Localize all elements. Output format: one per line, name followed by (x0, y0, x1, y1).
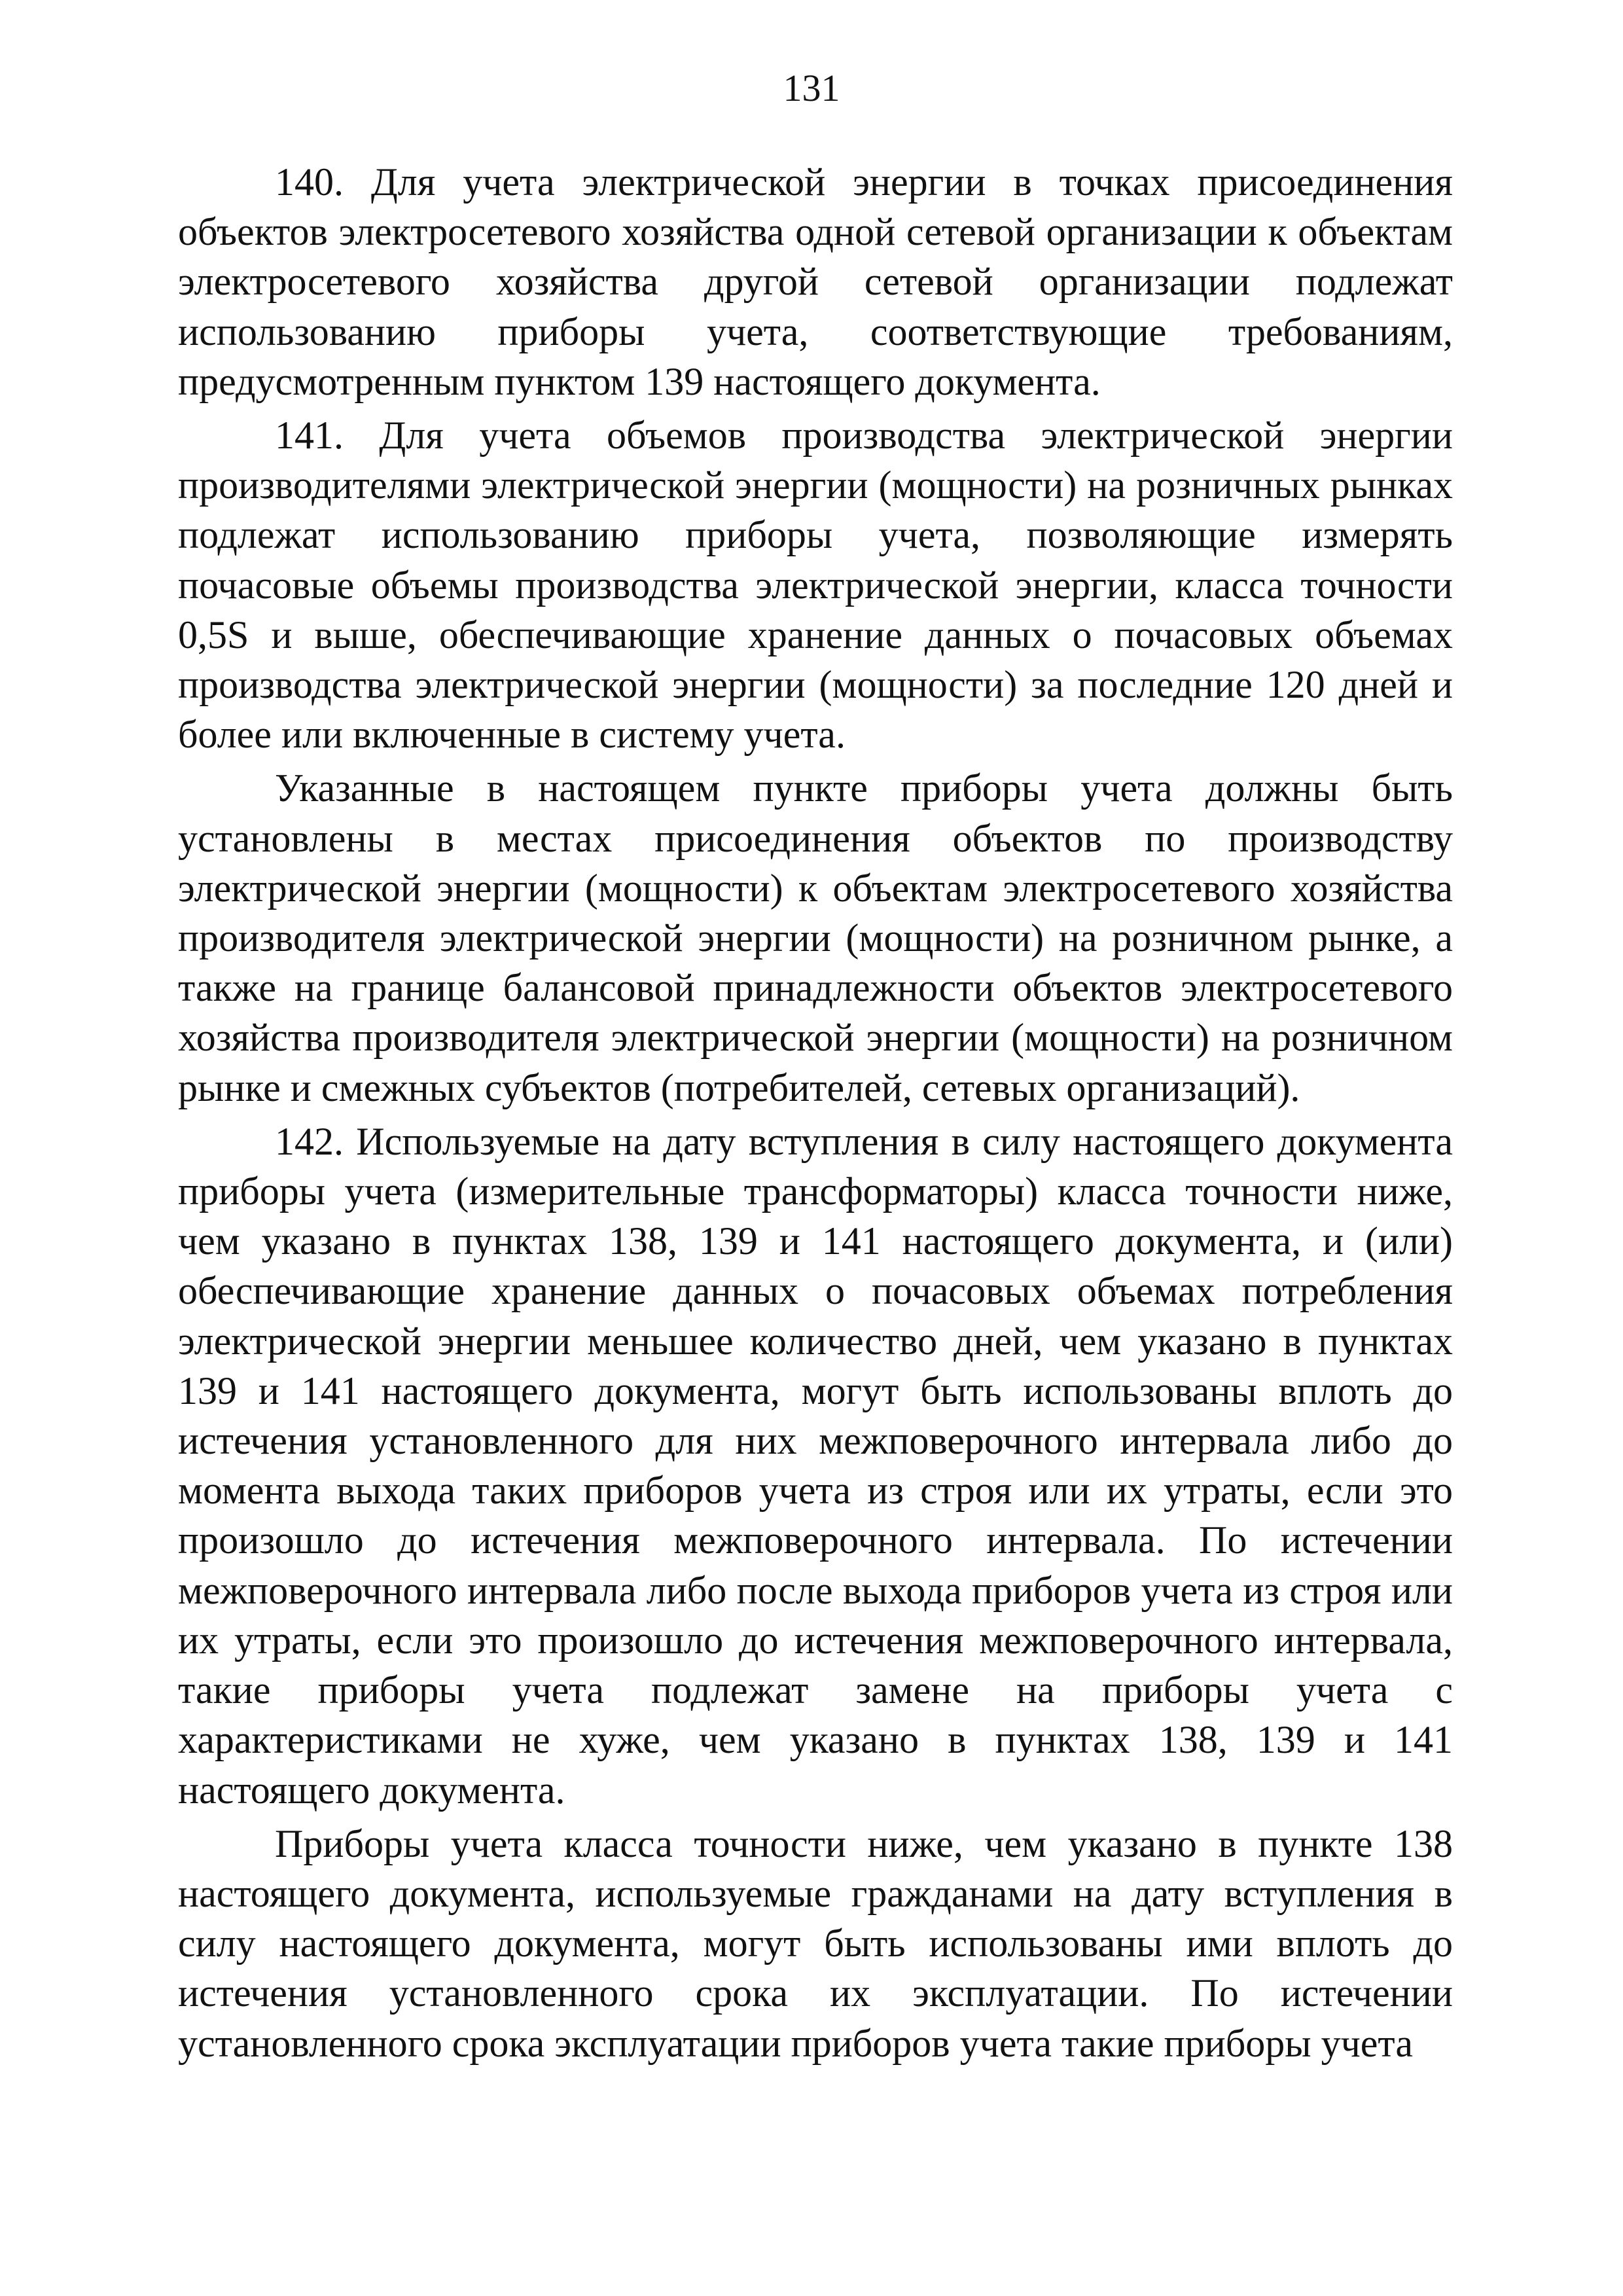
page-number: 131 (783, 67, 840, 109)
paragraph-142: 142. Используемые на дату вступления в силу настоящего документа приборы учета (измерительные трансформаторы) класса точности ниже, чем указано в пунктах 138, 139 и 141 настоящего документа, и (или) обеспечивающие хранение данных о почасовых объемах потребления электрической энергии меньшее количество дней, чем указано в пунктах 139 и 141 настоящего документа, могут быть использованы вплоть до истечения установленного для них межповерочного интервала либо до момента выхода таких приборов учета из строя или их утраты, если это произошло до истечения межповерочного интервала. По истечении межповерочного интервала либо после выхода приборов учета из строя или их утраты, если это произошло до истечения межповерочного интервала, такие приборы учета подлежат замене на приборы учета с характеристиками не хуже, чем указано в пунктах 138, 139 и 141 настоящего документа. (178, 1119, 1453, 1812)
paragraph-141: 141. Для учета объемов производства электрической энергии производителями электрической энергии (мощности) на розничных рынках подлежат использованию приборы учета, позволяющие измерять почасовые объемы производства электрической энергии, класса точности 0,5S и выше, обеспечивающие хранение данных о почасовых объемах производства электрической энергии (мощности) за последние 120 дней и более или включенные в систему учета. (178, 414, 1453, 757)
paragraph-141-continued: Указанные в настоящем пункте приборы учета должны быть установлены в местах присоединения объектов по производству электрической энергии (мощности) к объектам электросетевого хозяйства производителя электрической энергии (мощности) на розничном рынке, а также на границе балансовой принадлежности объектов электросетевого хозяйства производителя электрической энергии (мощности) на розничном рынке и смежных субъектов (потребителей, сетевых организаций). (178, 766, 1453, 1109)
paragraph-140: 140. Для учета электрической энергии в точках присоединения объектов электросетевого хозяйства одной сетевой организации к объектам электросетевого хозяйства другой сетевой организации подлежат использованию приборы учета, соответствующие требованиям, предусмотренным пунктом 139 настоящего документа. (178, 160, 1453, 403)
document-body (178, 157, 1453, 2072)
paragraph-142-continued: Приборы учета класса точности ниже, чем указано в пункте 138 настоящего документа, используемые гражданами на дату вступления в силу настоящего документа, могут быть использованы ими вплоть до истечения установленного срока их эксплуатации. По истечении установленного срока эксплуатации приборов учета такие приборы учета (178, 1821, 1453, 2065)
